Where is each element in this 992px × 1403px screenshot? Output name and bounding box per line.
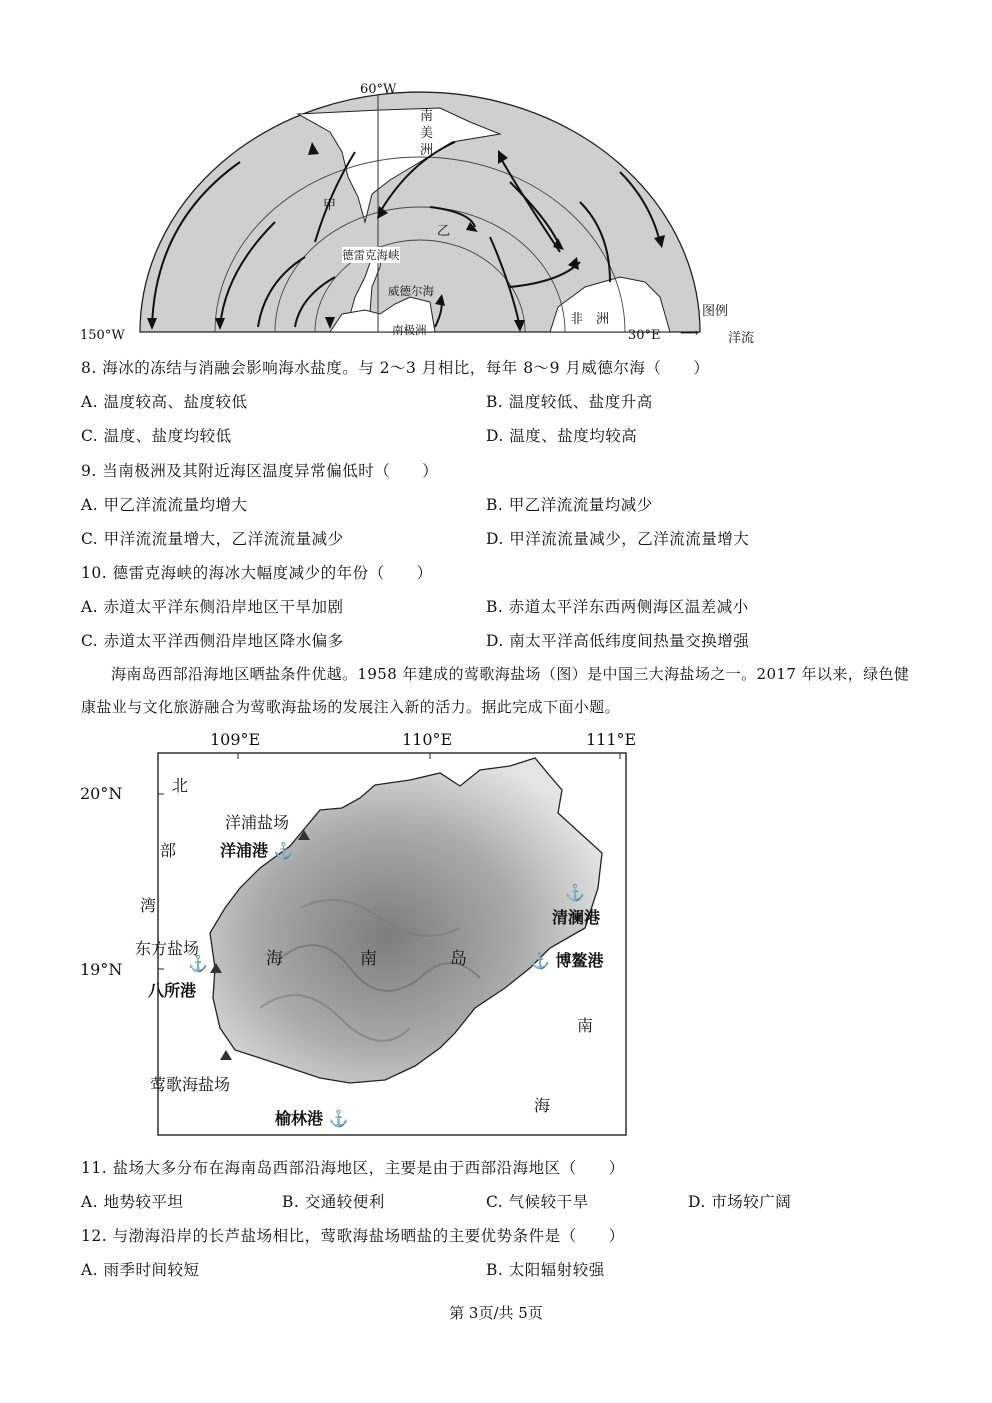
- boao-port-name: 博鳌港: [555, 951, 604, 970]
- weddell-sea-label: 威德尔海: [388, 284, 434, 298]
- south-america-char-2: 美: [420, 126, 434, 141]
- island-nan-label: 南: [360, 949, 377, 969]
- lon-150w-label: 150°W: [80, 328, 125, 343]
- ocean-current-map: [80, 82, 760, 352]
- q10-option-a[interactable]: A. 赤道太平洋东侧沿岸地区干旱加剧: [81, 598, 344, 616]
- q10-option-d[interactable]: D. 南太平洋高低纬度间热量交换增强: [486, 632, 750, 650]
- passage-text: 海南岛西部沿海地区晒盐条件优越。1958 年建成的莺歌海盐场（图）是中国三大海盐场之一。2017 年以来，绿色健康盐业与文化旅游融合为莺歌海盐场的发展注入新的活力。据此完成下面小题。: [81, 665, 910, 716]
- q10-option-b[interactable]: B. 赤道太平洋东西两侧海区温差减小: [486, 598, 749, 616]
- sea-hai-label: 海: [534, 1096, 551, 1115]
- antarctica-label: 南极洲: [392, 323, 427, 337]
- q10-option-c[interactable]: C. 赤道太平洋西侧沿岸地区降水偏多: [81, 632, 344, 650]
- gulf-wan-label: 湾: [140, 896, 157, 915]
- page-footer: 第 3页/共 5页: [449, 1304, 543, 1322]
- q12-option-a[interactable]: A. 雨季时间较短: [81, 1261, 200, 1279]
- q8-option-a[interactable]: A. 温度较高、盐度较低: [81, 393, 248, 411]
- gulf-bei-label: 北: [172, 776, 189, 795]
- africa-label: 非 洲: [570, 312, 610, 327]
- lon-110e-label: 110°E: [402, 730, 453, 749]
- lon-111e-label: 111°E: [586, 730, 637, 749]
- q12-option-b[interactable]: B. 太阳辐射较强: [486, 1261, 605, 1279]
- legend-title: 图例: [702, 304, 729, 319]
- south-america-label: [420, 108, 433, 159]
- q9-option-d[interactable]: D. 甲洋流流量减少，乙洋流流量增大: [486, 530, 750, 548]
- q11-option-d[interactable]: D. 市场较广阔: [688, 1193, 792, 1211]
- island-dao-label: 岛: [450, 949, 467, 969]
- q11-option-c[interactable]: C. 气候较干旱: [486, 1193, 589, 1211]
- question-12: 12. 与渤海沿岸的长芦盐场相比，莺歌海盐场晒盐的主要优势条件是（ ）: [81, 1227, 625, 1245]
- gulf-bu-label: 部: [160, 841, 177, 860]
- south-america-char-1: 南: [420, 109, 434, 124]
- lat-19n-label: 19°N: [80, 960, 123, 979]
- q8-option-c[interactable]: C. 温度、盐度均较低: [81, 427, 232, 445]
- lon-30e-label: 30°E: [628, 328, 661, 343]
- yangpu-port-label: [220, 838, 294, 861]
- q9-option-b[interactable]: B. 甲乙洋流流量均减少: [486, 496, 653, 514]
- lon-109e-label: 109°E: [210, 730, 261, 749]
- yulin-port-name: 榆林港: [275, 1109, 324, 1128]
- lon-60w-label: 60°W: [360, 82, 397, 97]
- question-8: 8. 海冰的冻结与消融会影响海水盐度。与 2～3 月相比，每年 8～9 月威德尔海（ ）: [81, 359, 710, 377]
- question-10: 10. 德雷克海峡的海冰大幅度减少的年份（ ）: [81, 564, 433, 582]
- q9-option-c[interactable]: C. 甲洋流流量增大，乙洋流流量减少: [81, 530, 344, 548]
- drake-passage-label: 德雷克海峡: [342, 248, 400, 262]
- legend-item-label: 洋流: [728, 331, 755, 346]
- anchor-icon: ⚓: [328, 1109, 349, 1128]
- yangpu-salt-label: 洋浦盐场: [225, 813, 290, 832]
- yinggehai-salt-label: 莺歌海盐场: [150, 1075, 231, 1094]
- qinglan-port-label: 清澜港: [552, 908, 601, 927]
- qinglan-anchor-icon: ⚓: [565, 883, 585, 902]
- current-yi-label: 乙: [437, 224, 451, 239]
- anchor-icon: ⚓: [273, 841, 294, 860]
- anchor-icon: ⚓: [530, 951, 550, 970]
- hainan-map: [80, 728, 640, 1140]
- dongfang-anchor-icon: ⚓: [188, 954, 208, 973]
- q8-option-b[interactable]: B. 温度较低、盐度升高: [486, 393, 653, 411]
- current-jia-label: 甲: [323, 198, 337, 213]
- yulin-port-label: [275, 1106, 349, 1129]
- island-hai-label: 海: [266, 949, 283, 969]
- question-11: 11. 盐场大多分布在海南岛西部沿海地区，主要是由于西部沿海地区（ ）: [81, 1159, 625, 1177]
- question-9: 9. 当南极洲及其附近海区温度异常偏低时（ ）: [81, 462, 439, 480]
- boao-port-label: [530, 948, 604, 971]
- basuo-port-label: 八所港: [148, 981, 197, 1000]
- lat-20n-label: 20°N: [80, 784, 123, 803]
- south-america-char-3: 洲: [420, 143, 434, 158]
- sea-nan-label: 南: [577, 1016, 594, 1035]
- legend-arrow-icon: ⟶: [680, 326, 699, 341]
- q9-option-a[interactable]: A. 甲乙洋流流量均增大: [81, 496, 248, 514]
- q11-option-a[interactable]: A. 地势较平坦: [81, 1193, 184, 1211]
- yangpu-port-name: 洋浦港: [220, 841, 269, 860]
- dongfang-salt-label: 东方盐场: [135, 939, 200, 958]
- q8-option-d[interactable]: D. 温度、盐度均较高: [486, 427, 638, 445]
- q11-option-b[interactable]: B. 交通较便利: [282, 1193, 385, 1211]
